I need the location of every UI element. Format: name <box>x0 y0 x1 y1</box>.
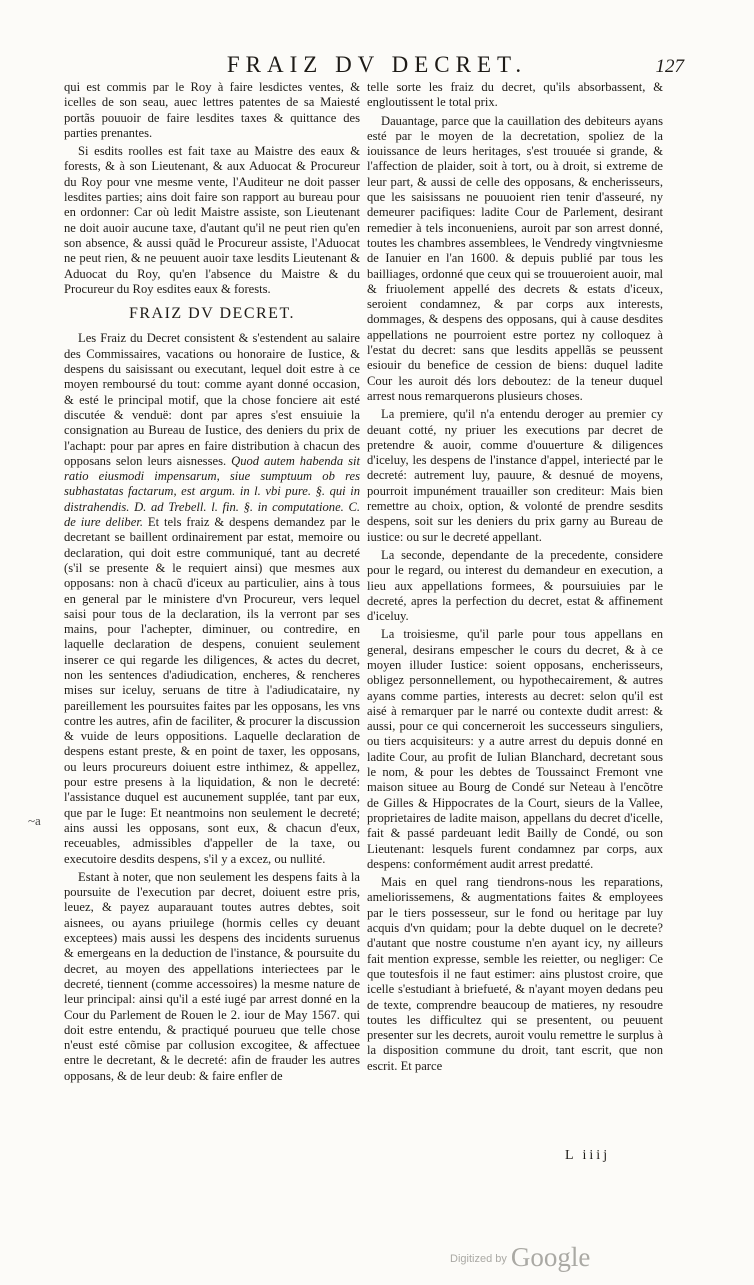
left-column <box>64 80 360 1084</box>
page-number: 127 <box>655 56 684 77</box>
section-heading: FRAIZ DV DECRET. <box>128 305 296 323</box>
paragraph-text: Et tels fraiz & despens demandez par le decretant se baillent ordinairement par estat, memoire ou declaration, qui doit estre communiqué, tant au decreté (s'il se presente & le requiert ainsi) que mesmes aux opposans: non à chacũ d'iceux au particulier, ains à tous en general par le ministere d'vn Procureur, vers lequel saisi pour tous de la declaration, ils la verront par ses mains, pour l'achepter, diminuer, ou contredire, en laquelle declaration de despens, conuient seulement inserer ce qui regarde les diligences, & actes du decret, non les sentences d'adiudication, encheres, & rencheres mises sur iceluy, seruans de titre à l'adiudicataire, ny pareillement les poursuites faites par les opposans, les vns contre les autres, afin de faciliter, & procurer la discussion & vuide de leurs oppositions. Laquelle declaration de despens estant preste, & en point de taxer, les opposans, ou leurs procureurs doiuent estre inthimez, & appellez, pour estre presens à la liquidation, & non le decreté: l'assistance duquel est aucunement supplée, tant par eux, que par le Iuge: Et neantmoins non seulement le decreté; ains aussi les opposans, sont eux, & chacun d'eux, receuables, admissibles d'appeller de la taxe, ou executoire desdits despens, s'il y a excez, ou nullité. <box>64 515 360 866</box>
paragraph: Dauantage, parce que la cauillation des debiteurs ayans esté par le moyen de la decretation, spoliez de la iouissance de leurs heritages, s'est trouuée si grande, & l'affection de plaider, soit à tort, ou à droit, si extreme de leur part, & aussi de celle des opposans, & encherisseurs, que les saisissans ne pouuoient rien tenir d'asseuré, ny demeurer pacifiques: ladite Cour de Parlement, desirant remedier à tels inconueniens, auroit par son arrest donné, toutes les chambres assemblees, le Vendredy vingtvniesme de Ianuier en l'an 1600. & depuis publié par tous les bailliages, ordonné que ceux qui se trouueroient auoir, mal & friuolement appellé des decrets & estats d'iceux, seroient condamnez, & par corps aux interests, dommages, & despens des opposans, qui à cause desdites appellations ne pourroient estre portez ny colloquez à l'estat du decret: sans que lesdits appellãs se peussent esiouir du benefice de cession de biens: duquel ladite Cour les auroit dés lors deboutez: de la teneur duquel arrest nous remarquerons plusieurs choses. <box>367 113 663 403</box>
watermark-prefix: Digitized by <box>450 1253 507 1265</box>
page-header <box>0 50 754 82</box>
paragraph: qui est commis par le Roy à faire lesdictes ventes, & icelles de son seau, auec lettres patentes de sa Maiesté portãs pouuoir de faire lesdites taxes & quittance des parties prenantes. <box>64 80 360 140</box>
paragraph: La premiere, qu'il n'a entendu deroger au premier cy deuant cotté, ny priuer les executions par decret de pretendre & auoir, comme d'ouuerture & diligences d'iceluy, les despens de l'instance d'appel, interiecté par le decreté: autrement luy, pauure, & desnué de moyens, pourroit impunément trauailler son crediteur: Mais bien remettre au choix, option, & volonté de prendre sesdits despens, soit sur les deniers du prix garny au Bureau de iustice: ou sur le decreté appellant. <box>367 407 663 544</box>
signature-mark: L iiij <box>565 1148 611 1163</box>
paragraph <box>64 331 360 866</box>
paragraph: telle sorte les fraiz du decret, qu'ils absorbassent, & engloutissent le total prix. <box>367 80 663 110</box>
digitized-watermark <box>450 1242 590 1273</box>
latin-citation: Quod autem habenda sit ratio eiusmodi impensarum, siue sumptuum ob res subhastatas factarum, est argum. in l. vbi pure. §. qui in distrahendis. D. ad Trebell. l. fin. §. in computatione. C. de iure deliber. <box>64 453 361 530</box>
running-title: FRAIZ DV DECRET. <box>226 52 528 77</box>
right-column <box>367 80 663 1074</box>
paragraph: Mais en quel rang tiendrons-nous les reparations, ameliorissemens, & augmentations faites & employees par le tiers possesseur, sur le fond ou heritage par luy acquis d'vn quidam; pour la debte duquel on le decrete? d'autant que nostre coustume n'en ayant icy, ny ailleurs fait mention expresse, semble les reietter, ou negliger: Ce que toutesfois il ne faut estimer: ains plustost croire, que icelle s'estudiant à briefueté, & n'ayant moyen dedans peu de texte, comprendre beaucoup de matieres, ny resoudre toutes les difficultez qui se presentent, ou peuuent presenter sur les decrets, auroit voulu remettre le surplus à la disposition commune du droit, tant escrit, que non escrit. Et parce <box>367 875 663 1073</box>
watermark-brand: Google <box>510 1242 591 1272</box>
paragraph: Si esdits roolles est fait taxe au Maistre des eaux & forests, & à son Lieutenant, & aux Aduocat & Procureur du Roy pour vne mesme vente, l'Auditeur ne doit passer lesdites parties; ains doit faire son rapport au bureau pour en ordonner: Car où ledit Maistre assiste, son Lieutenant ne doit auoir aucune taxe, d'autant qu'il ne peut rien qu'en son absence, & aussi quãd le Procureur assiste, l'Aduocat ne peut rien, & ne peuuent auoir taxe lesdits Lieutenant & Aduocat du Roy, qu'en l'absence du Maistre & du Procureur du Roy esdites eaux & forests. <box>64 144 360 296</box>
margin-mark: ~a <box>28 813 41 828</box>
paragraph: Estant à noter, que non seulement les despens faits à la poursuite de l'execution par decret, doiuent estre pris, leuez, & payez auparauant toutes autres debtes, soit aisnees, ou ayans priuilege (hormis celles cy deuant exceptees) mais aussi les despens des incidents suruenus & emergeans en la deduction de l'instance, & poursuite du decret, au moyen des appellations interiectees par le decreté, tiennent (comme accessoires) la mesme nature de leur principal: ainsi qu'il a esté iugé par arrest donné en la Cour du Parlement de Rouen le 2. iour de May 1567. qui doit estre entendu, & practiqué pourueu que telle chose n'eust esté cõmise par collusion excogitee, & affectuee entre le decretant, & le decreté: afin de frauder les autres opposans, & de leur deub: & faire enfler de <box>64 869 360 1083</box>
paragraph: La seconde, dependante de la precedente, considere pour le regard, ou interest du demandeur en execution, a lieu aux appellations formees, & poursuiuies par le decreté, apres la perfection du decret, estat & affinement d'iceluy. <box>367 547 663 624</box>
paragraph: La troisiesme, qu'il parle pour tous appellans en general, desirans empescher le cours du decret, & à ce moyen illuder Iustice: soient opposans, encherisseurs, obligez personnellement, ou hypothecairement, & autres ayans comme parties, interests au decret: selon qu'il est aisé à remarquer par le narré ou contexte dudit arrest: & aussi, pour ce qui concerneroit les successeurs singuliers, ou tiers acquisiteurs: y a autre arrest du depuis donné en ladite Cour, au profit de Iulian Blanchard, decretant sous le nom, & pour les debtes de Toussainct Fremont vne maison situee au Bourg de Condé sur Neteau à l'encõtre de Gilles & Hippocrates de la Court, sieurs de la Vallee, proprietaires de ladite maison, appellans du decret d'icelle, fait & passé pardeuant ledit Bailly de Condé, ou son Lieutenant: lesquels furent condamnez par corps, aux despens: conformément audit arrest predatté. <box>367 627 663 871</box>
paragraph-text: Les Fraiz du Decret consistent & s'estendent au salaire des Commissaires, vacations ou honoraire de Iustice, & despens du saisissant ou executant, lequel doit estre à ce moyen remboursé du tout: comme ayant donné occasion, & esté le principal motif, que la chose fonciere ait esté discutée & venduë: dont par apres s'est ensuiuie la consignation au Bureau de Iustice, des deniers du prix de l'achapt: pour par apres en faire distribution à chacun des opposans selon leurs aisnesses. <box>64 331 360 468</box>
